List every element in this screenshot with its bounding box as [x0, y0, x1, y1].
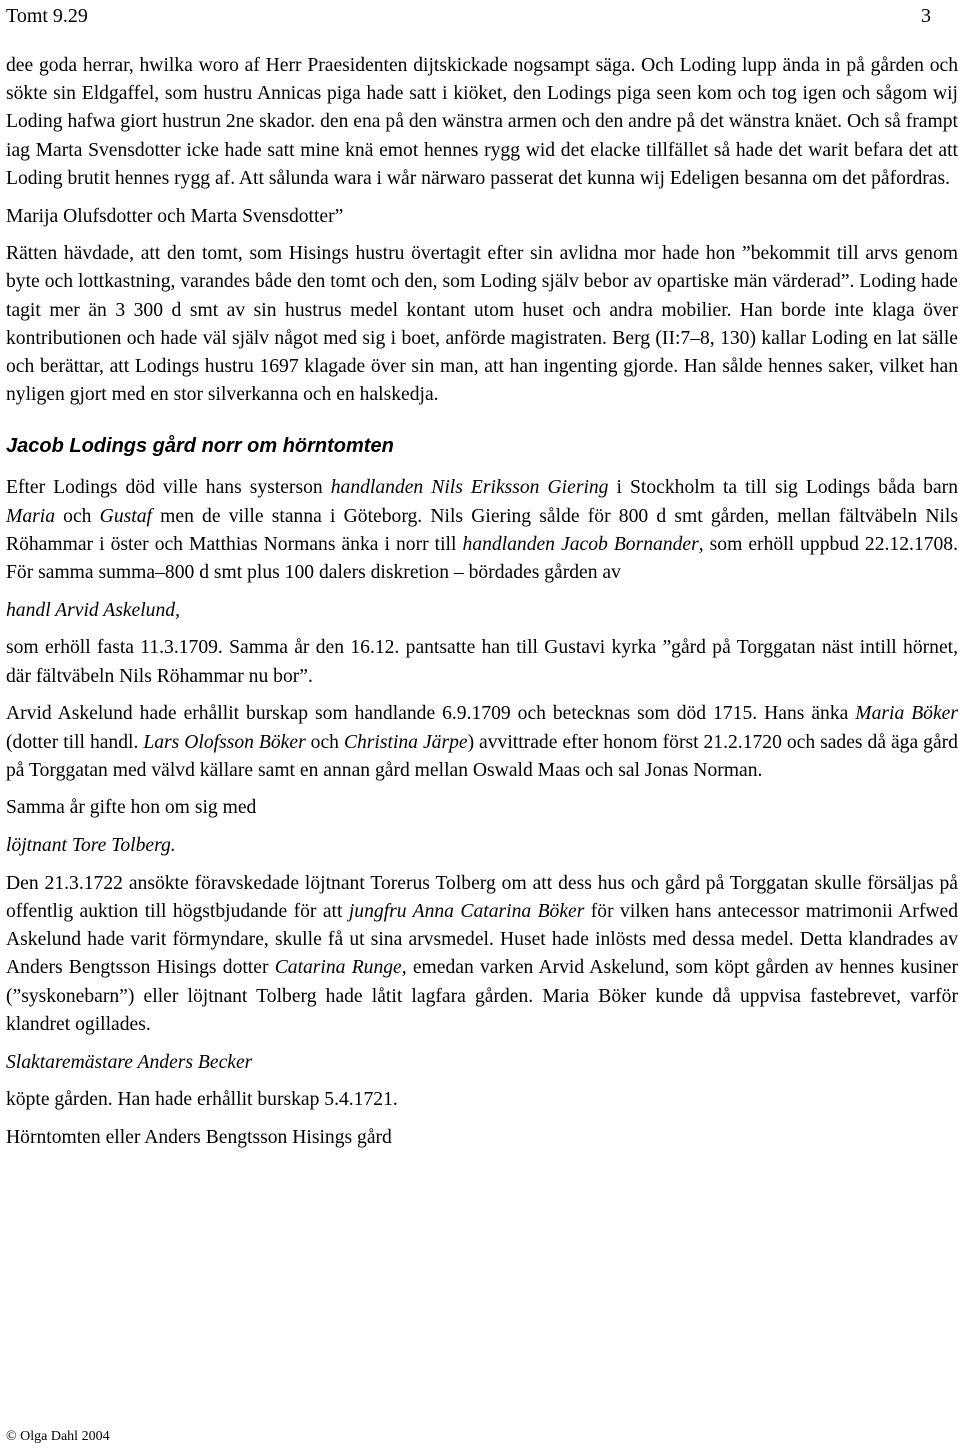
askelund-burskap-paragraph — [6, 700, 958, 785]
quoted-testimony-paragraph: dee goda herrar, hwilka woro af Herr Praesidenten dijtskickade nogsampt säga. Och Loding lupp ända in på gården och sökte sin Eldgaffel, som hustru Annicas piga hade satt i kiöket, den Lodings piga seen kom och tog igen och sågom wij Loding hafwa giort hustrun 2ne skador. den ena på den wänstra armen och den andre på det wänstra knäet. Och så frampt iag Marta Svensdotter icke hade satt mine knä emot hennes rygg wid det elacke tillfället så hade det warit befara det att Loding brutit hennes rygg af. Att sålunda wara i wår närwaro passerat det kunna wij Edeligen besanna om det påfordras. — [6, 55, 958, 189]
court-ruling-paragraph: Rätten hävdade, att den tomt, som Hisings hustru övertagit efter sin avlidna mor hade hon ”bekommit till arvs genom byte och lottkastning, varandes både den tomt och den, som Loding själv bebor av opartiske män värderad”. Loding hade tagit mer än 3 300 d smt av sin hustrus medel kontant utom huset och andra mobilier. Han borde inte klaga över kontributionen och hade väl själv något med sig i boet, anförde magistraten. Berg (II:7–8, 130) kallar Loding en lat sälle och berättar, att Lodings hustru 1697 klagade över sin man, att han ingenting gjorde. Han sålde hennes saker, vilket han nyligen gjort med en stor silverkanna och en halskedja. — [6, 243, 958, 406]
giering-paragraph — [6, 474, 958, 587]
owner-name: Slaktaremästare Anders Becker — [6, 1051, 253, 1073]
page-content — [6, 52, 958, 1162]
askelund-fasta-paragraph: som erhöll fasta 11.3.1709. Samma år den 16.12. pantsatte han till Gustavi kyrka ”gård på Torggatan näst intill hörnet, där fältväbeln Nils Röhammar nu bor”. — [6, 637, 958, 687]
person-name: jungfru Anna Catarina Böker — [348, 901, 585, 923]
section-heading: Jacob Lodings gård norr om hörntomten — [6, 435, 394, 458]
page-number: 3 — [921, 5, 931, 27]
text-run: för vilken hans antecessor matrimonii Arfwed Askelund hade varit förmyndare, skulle få ut sina arvsmedel. Huset hade inlösts med dessa medel. Detta klandrades av Anders Bengtsson Hisings dotter — [6, 901, 959, 979]
owner-name: handl Arvid Askelund, — [6, 599, 180, 621]
next-property-heading: Hörntomten eller Anders Bengtsson Hisings gård — [6, 1127, 392, 1148]
owner-heading-askelund — [6, 597, 958, 625]
tolberg-auction-paragraph — [6, 870, 958, 1039]
page-title: Tomt 9.29 — [6, 5, 88, 27]
text-run: men de ville stanna i Göteborg. Nils Giering sålde för 800 d smt gården, mellan fältväbeln Nils Röhammar i öster och Matthias Normans änka i norr till — [6, 505, 958, 555]
text-run: , emedan varken Arvid Askelund, som köpt gården av hennes kusiner (”syskonebarn”) eller löjtnant Tolberg hade låtit lagfara gården. Maria Böker kunde då uppvisa fastebrevet, varför klandret ogillades. — [6, 957, 958, 1035]
copyright-footer: © Olga Dahl 2004 — [6, 1429, 110, 1444]
person-name: handlanden Nils Eriksson Giering — [330, 477, 609, 499]
text-run: , som erhöll uppbud 22.12.1708. För samma summa–800 d smt plus 100 dalers diskretion – bördades gården av — [6, 533, 958, 584]
owner-name: löjtnant Tore Tolberg. — [6, 835, 176, 857]
owner-heading-becker — [6, 1049, 958, 1077]
becker-paragraph: köpte gården. Han hade erhållit burskap 5.4.1721. — [6, 1089, 398, 1111]
text-run: och — [54, 505, 100, 527]
remarriage-paragraph: Samma år gifte hon om sig med — [6, 797, 257, 819]
person-name: handlanden Jacob Bornander — [462, 533, 699, 555]
text-run: Efter Lodings död ville hans systerson — [6, 477, 331, 499]
person-name: Lars Olofsson Böker — [143, 731, 306, 753]
text-run: Den 21.3.1722 ansökte föravskedade löjtnant Torerus Tolberg om att dess hus och gård på Torggatan skulle försäljas på offentlig auktion till högstbjudande för att — [6, 872, 958, 923]
page-header — [6, 2, 958, 30]
text-run: i Stockholm ta till sig Lodings båda barn — [608, 477, 958, 499]
signature-line: Marija Olufsdotter och Marta Svensdotter” — [6, 205, 344, 227]
person-name: Catarina Runge — [274, 957, 402, 979]
text-run: och — [305, 731, 344, 753]
person-name: Christina Järpe — [343, 731, 468, 753]
person-name: Maria — [6, 505, 55, 527]
owner-heading-tolberg — [6, 832, 958, 860]
text-run: (dotter till handl. — [6, 731, 144, 753]
text-run: Arvid Askelund hade erhållit burskap som handlande 6.9.1709 och betecknas som död 1715. Hans änka — [6, 703, 856, 725]
text-run: ) avvittrade efter honom först 21.2.1720 och sades då äga gård på Torggatan med välvd källare samt en annan gård mellan Oswald Maas och sal Jonas Norman. — [6, 731, 958, 781]
person-name: Maria Böker — [855, 703, 958, 725]
person-name: Gustaf — [99, 505, 152, 527]
